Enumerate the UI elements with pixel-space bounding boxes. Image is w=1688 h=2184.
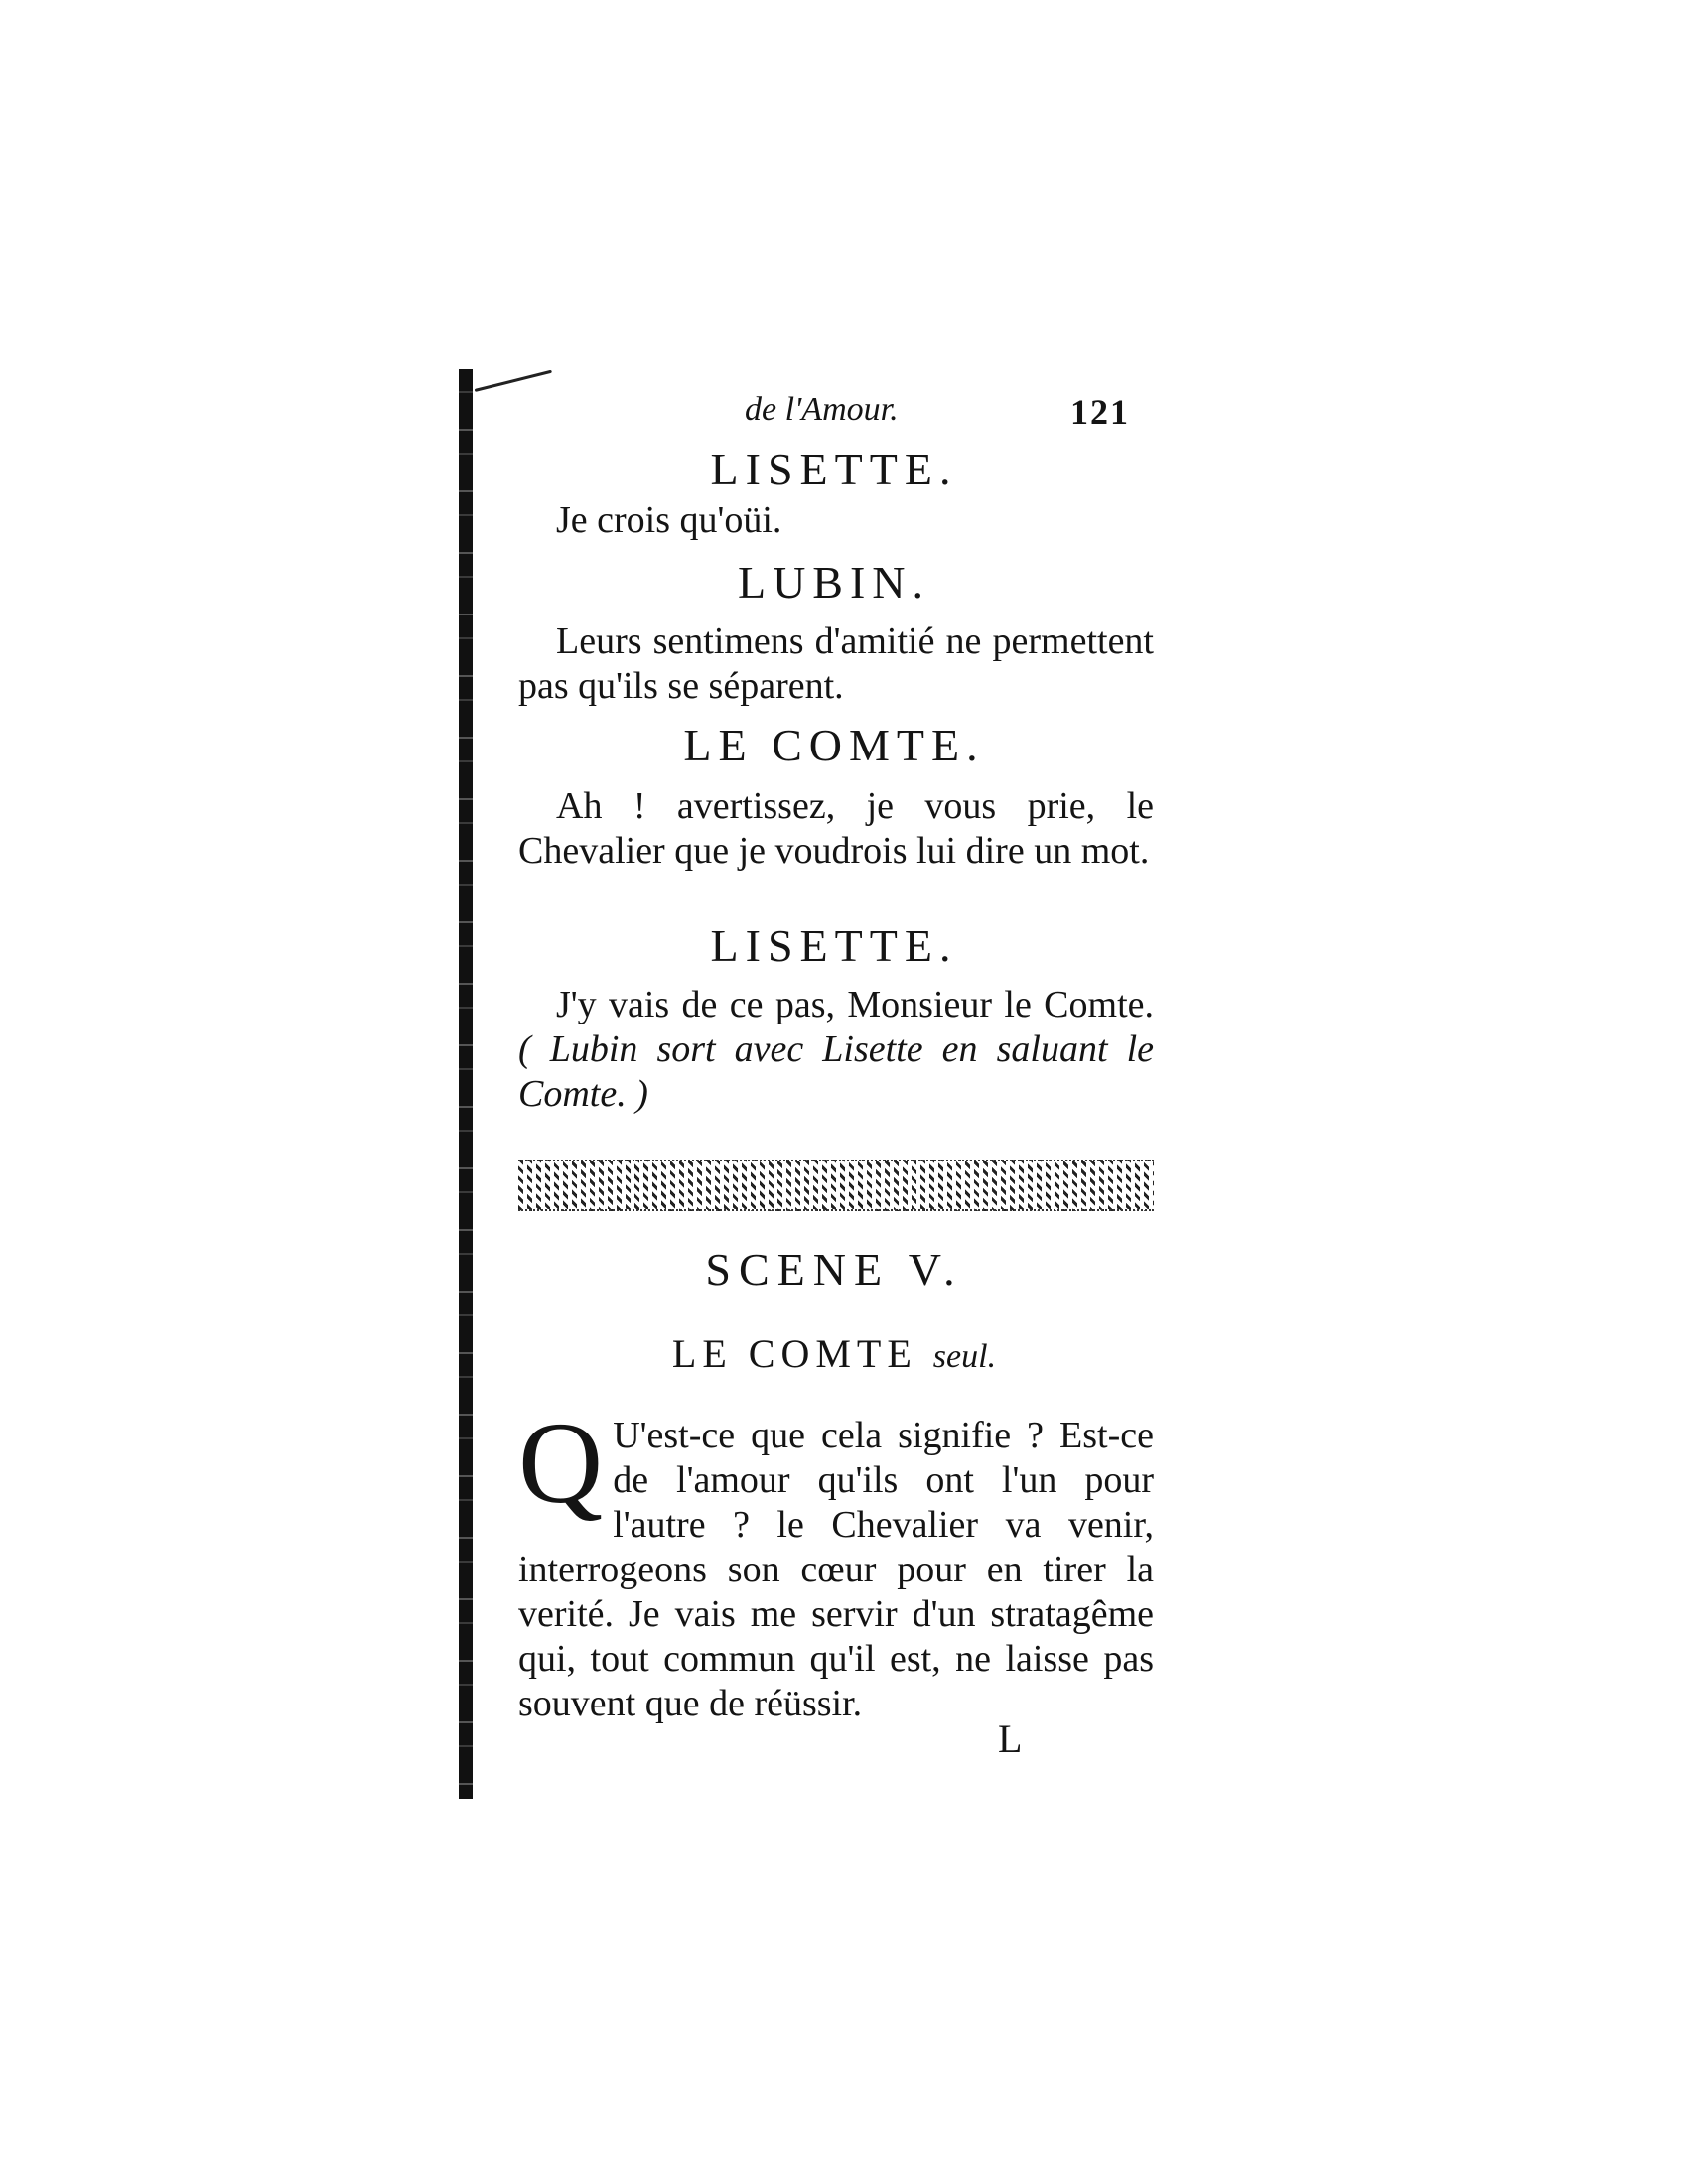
- monologue-text: U'est-ce que cela signifie ? Est-ce de l'amour qu'ils ont l'un pour l'autre ? le Chevalier va venir, interrogeons son cœur pour en tirer la verité. Je vais me servir d'un stratagême qui, tout commun qu'il est, ne laisse pas souvent que de réüssir.: [518, 1415, 1154, 1724]
- speech-text: Leurs sentimens d'amitié ne permettent pas qu'ils se séparent.: [518, 620, 1154, 707]
- scene-cast: [496, 1330, 1172, 1377]
- book-spine-edge: [459, 369, 473, 1799]
- scene-cast-name: LE COMTE: [671, 1331, 917, 1376]
- running-head: [496, 391, 1211, 441]
- stage-direction: ( Lubin sort avec Lisette en saluant le Comte. ): [518, 1028, 1154, 1115]
- scene-heading: SCENE V.: [705, 1244, 963, 1295]
- speaker-lisette-2: LISETTE.: [710, 920, 958, 971]
- catchword: L: [998, 1716, 1023, 1761]
- speech-le-comte: [518, 784, 1154, 874]
- speaker-le-comte: LE COMTE.: [683, 720, 985, 770]
- scene-monologue: [518, 1398, 1154, 1726]
- running-head-title: de l'Amour.: [745, 391, 899, 428]
- book-page: [496, 369, 1211, 1809]
- speech-lubin: [518, 619, 1154, 709]
- ornamental-band: [518, 1160, 1154, 1211]
- drop-cap: Q: [518, 1398, 604, 1528]
- speech-lisette-2: [518, 983, 1154, 1117]
- speech-lisette-1: [518, 498, 1154, 543]
- speech-text: J'y vais de ce pas, Monsieur le Comte.: [556, 984, 1154, 1025]
- speaker-lubin: LUBIN.: [737, 557, 931, 608]
- speech-text: Ah ! avertissez, je vous prie, le Chevalier que je voudrois lui dire un mot.: [518, 785, 1154, 872]
- page-number: 121: [1070, 392, 1130, 432]
- scene-cast-note: seul.: [932, 1338, 997, 1375]
- speaker-lisette: LISETTE.: [710, 444, 958, 494]
- speech-text: Je crois qu'oüi.: [556, 499, 782, 541]
